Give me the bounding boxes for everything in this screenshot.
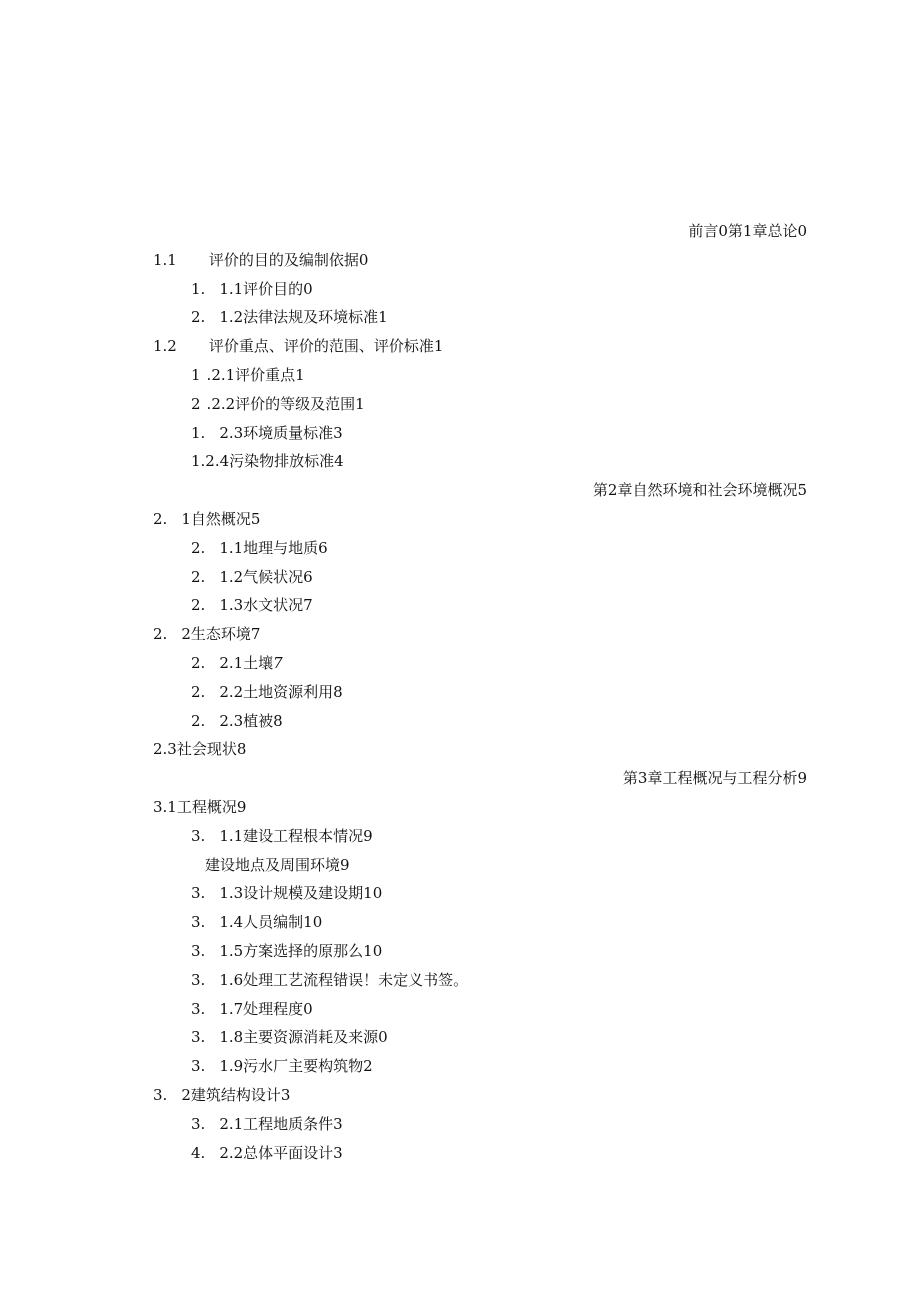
toc-entry-2-3[interactable] [153, 735, 807, 764]
toc-entry-3-2-1[interactable] [153, 1110, 807, 1139]
toc-entry-2-1-2[interactable] [153, 563, 807, 592]
toc-entry-number: 3. [191, 826, 206, 845]
toc-entry-2-2-1[interactable] [153, 649, 807, 678]
toc-entry-2-2[interactable] [153, 620, 807, 649]
toc-entry-number: 3. [191, 970, 206, 989]
toc-entry-number: 4. [191, 1143, 206, 1162]
toc-entry-number: 2. [191, 596, 206, 615]
toc-entry-text: 2.3环境质量标准3 [219, 423, 343, 442]
toc-entry-number: 1. [191, 279, 206, 298]
toc-entry-2-1[interactable] [153, 505, 807, 534]
toc-entry-text: 第3章工程概况与工程分析9 [622, 769, 807, 788]
toc-entry-text: 1.1地理与地质6 [219, 538, 328, 557]
toc-entry-number: 1 [191, 365, 201, 384]
toc-entry-text: 2.2总体平面设计3 [219, 1143, 343, 1162]
toc-entry-text: 1.1建设工程根本情况9 [219, 826, 373, 845]
table-of-contents [153, 217, 807, 1167]
toc-entry-1-2[interactable] [153, 332, 807, 361]
toc-entry-3-1-1[interactable] [153, 822, 807, 851]
toc-entry-text: 2.3植被8 [219, 711, 283, 730]
toc-entry-3-1-6[interactable] [153, 966, 807, 995]
toc-entry-1-2-2[interactable] [153, 390, 807, 419]
toc-entry-text: 1.6处理工艺流程错误！未定义书签。 [219, 970, 469, 989]
toc-entry-3-2-2[interactable] [153, 1139, 807, 1168]
toc-entry-3-2[interactable] [153, 1081, 807, 1110]
toc-entry-2-2-2[interactable] [153, 678, 807, 707]
toc-entry-text: 2生态环境7 [181, 625, 261, 644]
toc-entry-number: 3. [191, 999, 206, 1018]
toc-entry-1-1-2[interactable] [153, 303, 807, 332]
toc-entry-2-1-1[interactable] [153, 534, 807, 563]
toc-entry-number: 2. [191, 538, 206, 557]
toc-entry-2-2-3[interactable] [153, 707, 807, 736]
toc-entry-number: 2 [191, 394, 201, 413]
toc-entry-3-1-2[interactable] [153, 851, 807, 880]
toc-entry-number: 1.1 [153, 250, 177, 269]
toc-entry-chapter-2[interactable] [153, 476, 807, 505]
toc-entry-text: 1自然概况5 [181, 509, 261, 528]
toc-entry-1-1-1[interactable] [153, 275, 807, 304]
toc-entry-number: 3. [191, 1114, 206, 1133]
toc-entry-text: 2.1土壤 [219, 653, 274, 672]
toc-entry-text: 1.4人员编制10 [219, 913, 323, 932]
toc-entry-text: 1.2气候状况6 [219, 567, 313, 586]
toc-entry-number: 3. [153, 1085, 168, 1104]
toc-entry-1-1[interactable] [153, 246, 807, 275]
toc-entry-text: 1.5方案选择的原那么10 [219, 941, 383, 960]
toc-entry-3-1-5[interactable] [153, 937, 807, 966]
toc-entry-text: 第2章自然环境和社会环境概况5 [592, 481, 807, 500]
toc-entry-preface-chapter1[interactable] [153, 217, 807, 246]
toc-entry-text: 2.1工程地质条件3 [219, 1114, 343, 1133]
toc-entry-text: 前言0第1章总论0 [688, 222, 807, 240]
toc-entry-number: 3. [191, 1057, 206, 1076]
toc-entry-3-1[interactable] [153, 793, 807, 822]
toc-entry-text: 1.1评价目的0 [219, 279, 313, 298]
toc-entry-number: 3. [191, 941, 206, 960]
toc-entry-text: 1.3设计规模及建设期10 [219, 884, 383, 903]
toc-entry-number: 2. [191, 308, 206, 327]
toc-entry-number: 3. [191, 884, 206, 903]
toc-entry-text: 建设地点及周围环境9 [205, 855, 350, 874]
toc-entry-number: 2. [191, 711, 206, 730]
toc-entry-text: 1.2法律法规及环境标准1 [219, 308, 388, 327]
toc-entry-text: 1.8主要资源消耗及来源0 [219, 1028, 388, 1047]
toc-entry-number: 2. [191, 682, 206, 701]
toc-entry-text: 2.3社会现状8 [153, 740, 247, 759]
toc-entry-text: 1.7处理程度0 [219, 999, 313, 1018]
toc-entry-number: 2. [153, 625, 168, 644]
toc-entry-3-1-9[interactable] [153, 1052, 807, 1081]
toc-entry-text: 评价重点、评价的范围、评价标准1 [208, 337, 444, 356]
toc-entry-1-2-3[interactable] [153, 419, 807, 448]
toc-entry-3-1-8[interactable] [153, 1023, 807, 1052]
toc-entry-1-2-4[interactable] [153, 447, 807, 476]
toc-entry-text: .2.1评价重点1 [206, 365, 305, 384]
toc-entry-number: 3. [191, 1028, 206, 1047]
toc-entry-text: 2建筑结构设计3 [181, 1085, 291, 1104]
toc-entry-text: 1.3水文状况7 [219, 596, 313, 615]
toc-entry-number: 1. [191, 423, 206, 442]
toc-entry-3-1-4[interactable] [153, 908, 807, 937]
toc-entry-text: 2.2土地资源利用8 [219, 682, 343, 701]
toc-entry-3-1-7[interactable] [153, 995, 807, 1024]
toc-entry-3-1-3[interactable] [153, 879, 807, 908]
toc-entry-1-2-1[interactable] [153, 361, 807, 390]
toc-entry-text: .2.2评价的等级及范围1 [206, 394, 365, 413]
toc-entry-text: 1.9污水厂主要构筑物2 [219, 1057, 373, 1076]
toc-entry-number: 2. [191, 567, 206, 586]
toc-entry-number: 2. [191, 653, 206, 672]
toc-entry-text: 1.2.4污染物排放标准4 [191, 452, 344, 471]
toc-entry-chapter-3[interactable] [153, 764, 807, 793]
toc-entry-text: 3.1工程概况9 [153, 797, 247, 816]
toc-entry-page-number: 7 [273, 653, 283, 672]
toc-entry-number: 1.2 [153, 337, 177, 356]
toc-entry-2-1-3[interactable] [153, 591, 807, 620]
toc-entry-text: 评价的目的及编制依据0 [208, 250, 369, 269]
toc-entry-number: 3. [191, 913, 206, 932]
toc-entry-number: 2. [153, 509, 168, 528]
